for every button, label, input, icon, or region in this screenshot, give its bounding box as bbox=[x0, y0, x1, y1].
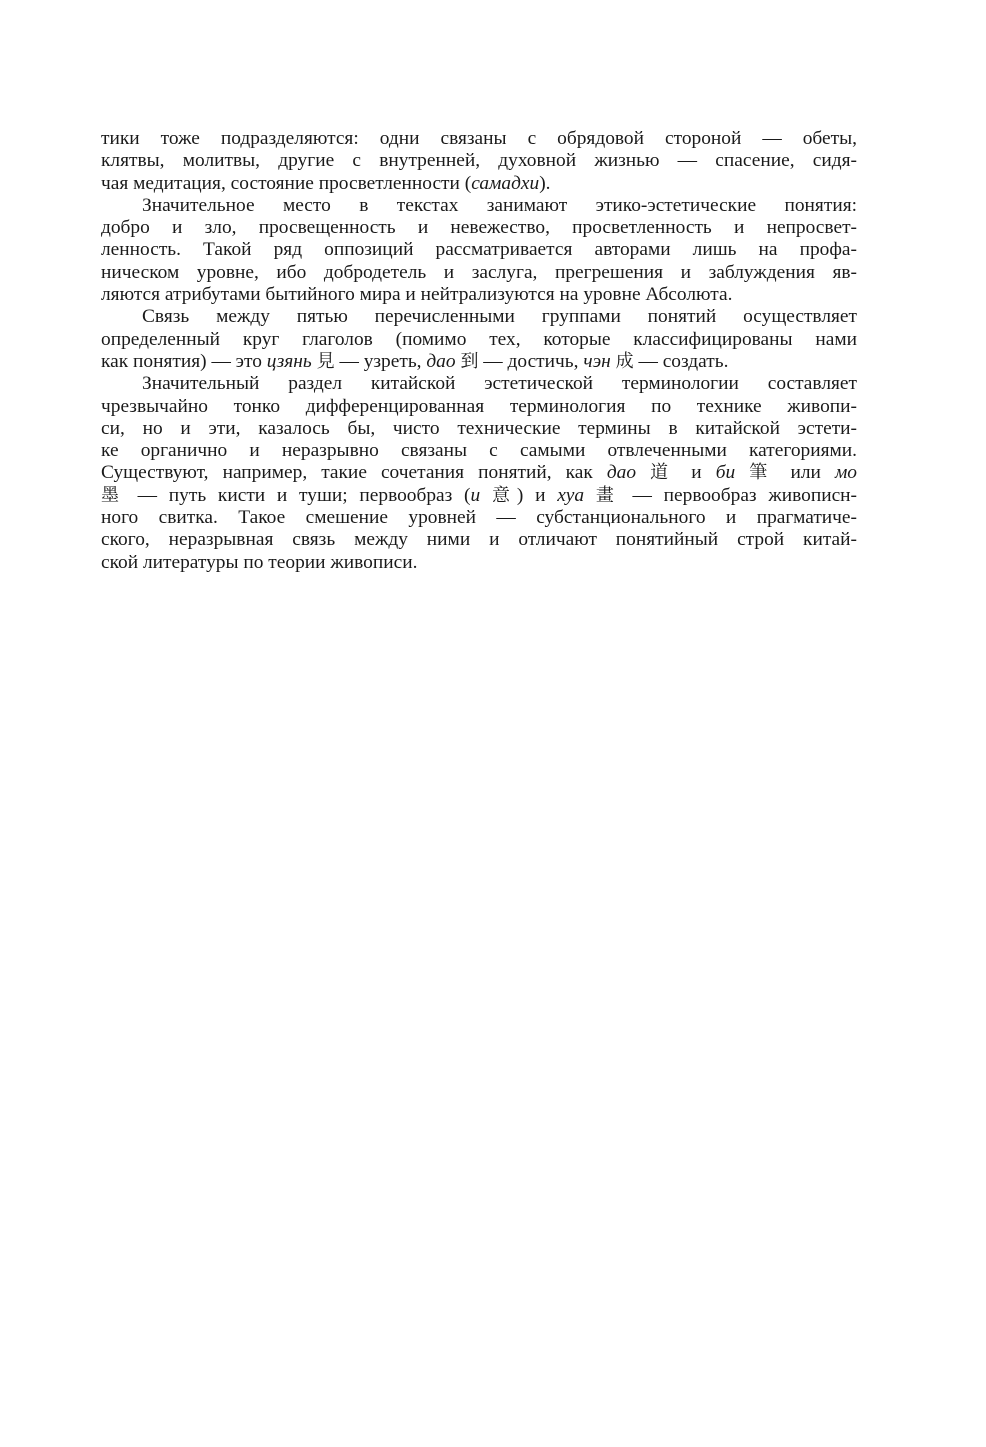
text-line bbox=[101, 239, 857, 261]
text-line bbox=[101, 128, 857, 150]
text-segment: ническом уровне, ибо добродетель и заслуга, прегрешения и заблуждения яв- bbox=[101, 261, 857, 283]
text-segment bbox=[584, 485, 596, 506]
chinese-character: 道 bbox=[650, 462, 678, 484]
text-segment: как понятия) — это bbox=[101, 350, 267, 372]
text-segment: — достичь, bbox=[478, 350, 584, 372]
chinese-character: 墨 bbox=[101, 484, 126, 506]
text-line bbox=[101, 418, 857, 440]
text-line bbox=[101, 306, 857, 328]
text-segment: Значительный раздел китайской эстетической терминологии составляет bbox=[142, 373, 857, 395]
italic-term: дао bbox=[426, 350, 456, 372]
text-line bbox=[101, 552, 857, 574]
text-segment: ской литературы по теории живописи. bbox=[101, 551, 418, 573]
text-segment: клятвы, молитвы, другие с внутренней, духовной жизнью — спасение, сидя- bbox=[101, 150, 857, 172]
text-segment: Связь между пятью перечисленными группами понятий осуществляет bbox=[142, 306, 857, 328]
text-segment: — создать. bbox=[633, 350, 729, 372]
text-segment: ского, неразрывная связь между ними и отличают понятийный строй китай- bbox=[101, 529, 857, 551]
chinese-character: 意 bbox=[491, 484, 517, 506]
text-segment: ). bbox=[539, 172, 551, 194]
text-segment: тики тоже подразделяются: одни связаны с обрядовой стороной — обеты, bbox=[101, 128, 857, 149]
text-segment: си, но и эти, казалось бы, чисто технические термины в китайской эстети- bbox=[101, 417, 857, 439]
text-segment: Существуют, например, такие сочетания понятий, как bbox=[101, 462, 607, 484]
paragraph bbox=[101, 306, 857, 373]
text-line bbox=[101, 396, 857, 418]
paragraph bbox=[101, 373, 857, 574]
text-line bbox=[101, 329, 857, 351]
text-segment: определенный круг глаголов (помимо тех, которые классифицированы нами bbox=[101, 328, 857, 350]
text-line bbox=[101, 150, 857, 172]
text-line bbox=[101, 462, 857, 484]
text-segment: ляются атрибутами бытийного мира и нейтрализуются на уровне Абсолюта. bbox=[101, 284, 733, 306]
text-line bbox=[101, 217, 857, 239]
text-line bbox=[101, 529, 857, 551]
text-segment: ) и bbox=[516, 484, 558, 506]
text-segment bbox=[636, 462, 650, 483]
paragraph bbox=[101, 128, 857, 195]
chinese-character: 筆 bbox=[749, 462, 777, 484]
text-segment: ного свитка. Такое смешение уровней — субстанционального и прагматиче- bbox=[101, 507, 857, 529]
italic-term: хуа bbox=[557, 484, 585, 506]
italic-term: чэн bbox=[583, 350, 611, 372]
italic-term: дао bbox=[606, 462, 637, 484]
italic-term: би bbox=[715, 462, 736, 484]
text-segment: и bbox=[677, 462, 716, 484]
chinese-character: 見 bbox=[316, 350, 335, 372]
chinese-character: 畫 bbox=[595, 484, 621, 506]
text-segment bbox=[735, 462, 749, 483]
text-segment: ке органично и неразрывно связаны с самыми отвлеченными категориями. bbox=[101, 440, 857, 462]
paragraph bbox=[101, 195, 857, 306]
chinese-character: 成 bbox=[615, 350, 634, 372]
text-segment: — путь кисти и туши; первообраз ( bbox=[125, 484, 471, 506]
text-line bbox=[101, 373, 857, 395]
text-line bbox=[101, 284, 857, 306]
text-segment: чая медитация, состояние просветленности ( bbox=[101, 172, 472, 194]
body-text bbox=[101, 128, 857, 574]
text-segment: Значительное место в текстах занимают этико-эстетические понятия: bbox=[142, 194, 857, 216]
text-segment: — узреть, bbox=[334, 350, 427, 372]
italic-term: мо bbox=[834, 462, 858, 484]
text-line bbox=[101, 440, 857, 462]
text-line bbox=[101, 195, 857, 217]
text-segment: чрезвычайно тонко дифференцированная терминология по технике живопи- bbox=[101, 395, 857, 417]
text-line bbox=[101, 485, 857, 507]
italic-term: самадхи bbox=[471, 172, 540, 194]
text-line bbox=[101, 507, 857, 529]
text-segment: или bbox=[776, 462, 835, 484]
text-line bbox=[101, 262, 857, 284]
chinese-character: 到 bbox=[460, 350, 479, 372]
text-segment bbox=[480, 485, 492, 506]
text-line bbox=[101, 173, 857, 195]
text-line bbox=[101, 351, 857, 373]
text-segment: добро и зло, просвещенность и невежество, просветленность и непросвет- bbox=[101, 217, 857, 239]
italic-term: и bbox=[470, 484, 481, 506]
text-segment: ленность. Такой ряд оппозиций рассматривается авторами лишь на профа- bbox=[101, 239, 857, 261]
italic-term: цзянь bbox=[266, 350, 312, 372]
text-segment: — первообраз живописн- bbox=[620, 484, 858, 506]
